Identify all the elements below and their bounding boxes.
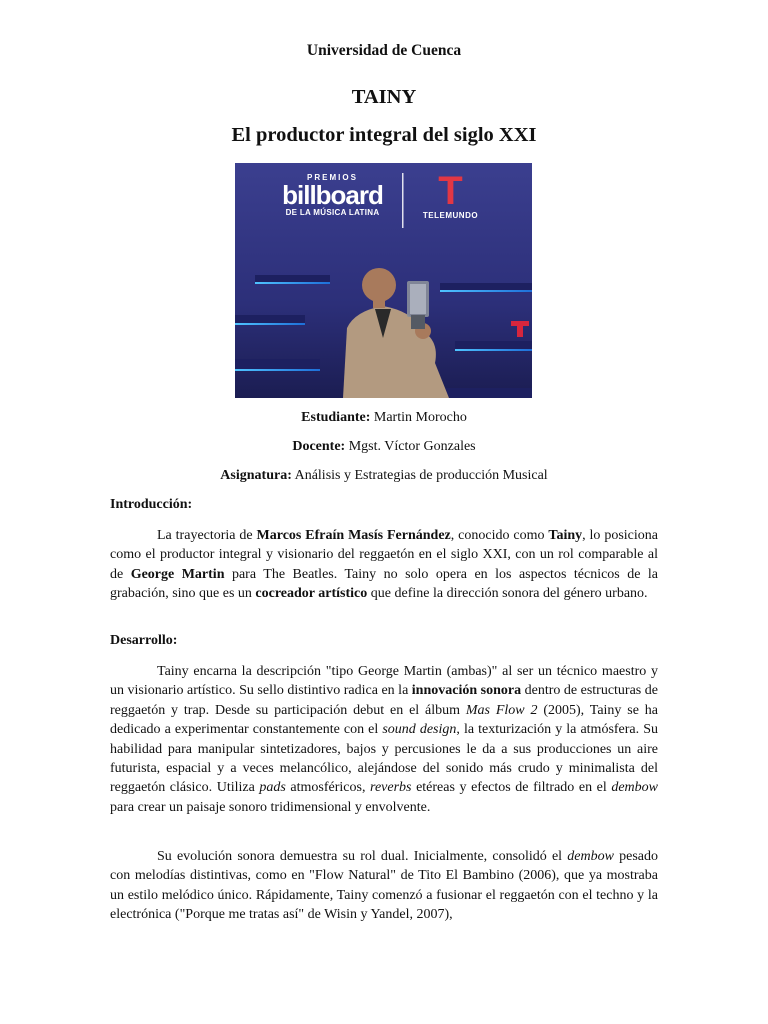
- development-heading: Desarrollo:: [110, 633, 178, 648]
- development-paragraph-1: [110, 662, 658, 817]
- teacher-label: Docente:: [292, 439, 346, 454]
- logo-billboard: billboard: [282, 180, 383, 210]
- subject-name: Análisis y Estrategias de producción Musical: [294, 468, 548, 483]
- text-run: , conocido como: [450, 528, 549, 543]
- italic-term: Mas Flow 2: [465, 702, 538, 718]
- document-subtitle: El productor integral del siglo XXI: [231, 124, 537, 146]
- italic-term: dembow: [567, 849, 614, 864]
- text-run: etéreas y efectos de filtrado en el: [411, 780, 612, 796]
- text-run: que define la dirección sonora del género urbano.: [367, 586, 648, 602]
- telemundo-label: TELEMUNDO: [422, 211, 479, 220]
- billboard-logo: [270, 173, 395, 217]
- teacher-name: Mgst. Víctor Gonzales: [348, 439, 476, 454]
- telemundo-t-icon: T: [438, 169, 463, 213]
- text-run: (2005), Tainy se ha dedicado a experimentar constantemente con el: [110, 702, 659, 738]
- text-run: , lo posiciona como el productor integral y visionario del reggaetón en el siglo XXI, con un rol comparable al de: [110, 528, 658, 582]
- subject-line: [110, 468, 658, 484]
- bold-name: Marcos Efraín Masís Fernández: [256, 528, 451, 543]
- telemundo-logo: [413, 171, 488, 220]
- text-run: para crear un paisaje sonoro tridimensional y envolvente.: [110, 799, 431, 815]
- text-run: pesado con melodías distintivas, como en "Flow Natural" de Tito El Bambino (2006), que ya mostraba un estilo melódico único. Rápidamente, Tainy comenzó a fusionar el reggaetón con el techno y la electrónica ("Porque me tratas así" de Wisin y Yandel, 2007),: [110, 849, 658, 923]
- italic-term: sound design: [382, 722, 457, 738]
- text-run: atmosféricos,: [285, 780, 371, 796]
- text-run: Su evolución sonora demuestra su rol dual. Inicialmente, consolidó el: [157, 849, 568, 864]
- italic-term: pads: [259, 780, 286, 796]
- text-run: , la texturización y la atmósfera. Su habilidad para manipular sintetizadores, bajos y percusiones le da a sus producciones un aire futurista, espacial y a veces melancólico, alejándose del sonido más crudo y minimalista del reggaetón clásico. Utiliza: [110, 722, 658, 796]
- text-run: La trayectoria de: [157, 528, 257, 543]
- italic-term: reverbs: [370, 780, 412, 796]
- development-paragraph-2: [110, 847, 658, 925]
- bold-name: George Martin: [130, 566, 225, 582]
- logo-premios: PREMIOS: [307, 173, 358, 182]
- text-run: Tainy encarna la descripción "tipo George Martin (ambas)" al ser un técnico maestro y un visionario artístico. Su sello distintivo radica en la: [110, 664, 658, 699]
- bold-name: Tainy: [548, 528, 583, 543]
- bold-term: cocreador artístico: [255, 586, 368, 602]
- document-title: TAINY: [351, 86, 417, 108]
- student-line: [110, 410, 658, 426]
- intro-paragraph: [110, 526, 658, 604]
- student-label: Estudiante:: [301, 410, 371, 425]
- university-name: Universidad de Cuenca: [306, 42, 462, 59]
- teacher-line: [110, 439, 658, 455]
- intro-heading: Introducción:: [110, 497, 193, 512]
- text-run: dentro de estructuras de reggaetón y trap. Desde su participación debut en el álbum: [110, 683, 658, 718]
- subject-label: Asignatura:: [220, 468, 292, 483]
- logo-musica-latina: DE LA MÚSICA LATINA: [285, 208, 380, 217]
- text-run: para The Beatles. Tainy no solo opera en los aspectos técnicos de la grabación, sino que es un: [110, 566, 659, 602]
- bold-term: innovación sonora: [411, 683, 522, 699]
- student-name: Martin Morocho: [373, 410, 467, 425]
- italic-term: dembow: [611, 780, 658, 796]
- award-photo: [235, 163, 532, 398]
